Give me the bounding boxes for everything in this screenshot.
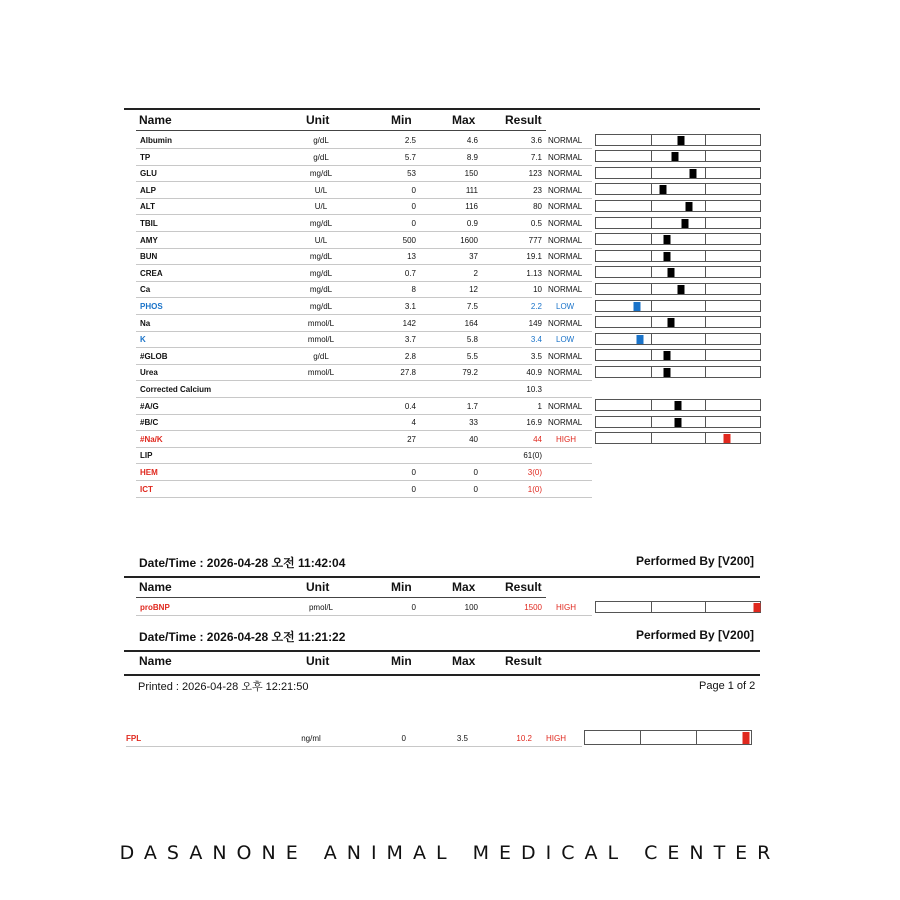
row-max: 37 bbox=[469, 252, 478, 262]
gauge-marker bbox=[668, 268, 675, 277]
header-name: Name bbox=[139, 113, 172, 127]
table-row bbox=[136, 365, 592, 381]
range-gauge bbox=[595, 349, 761, 361]
row-name: AMY bbox=[140, 235, 158, 245]
row-result: 44 bbox=[533, 434, 542, 444]
row-result: 3.6 bbox=[530, 136, 542, 145]
gauge-marker bbox=[678, 285, 685, 294]
row-name: #B/C bbox=[140, 418, 159, 428]
row-result: 19.1 bbox=[526, 252, 542, 262]
row-max: 4.6 bbox=[466, 136, 478, 145]
row-min: 2.5 bbox=[404, 136, 416, 145]
row-result: 1500 bbox=[524, 603, 542, 612]
range-gauge bbox=[595, 150, 761, 162]
gauge-marker bbox=[675, 418, 682, 427]
row-status: NORMAL bbox=[548, 152, 583, 162]
row-min: 53 bbox=[407, 169, 416, 179]
row-name: K bbox=[140, 335, 146, 345]
row-max: 0 bbox=[473, 484, 478, 494]
fpl-unit: ng/ml bbox=[301, 734, 321, 743]
range-gauge bbox=[595, 416, 761, 428]
fpl-max: 3.5 bbox=[456, 734, 468, 743]
row-max: 5.5 bbox=[466, 351, 478, 361]
row-status: NORMAL bbox=[548, 318, 583, 328]
row-min: 0 bbox=[411, 202, 416, 212]
probnp-row bbox=[136, 600, 592, 616]
row-name: ALP bbox=[140, 185, 156, 195]
row-status: LOW bbox=[556, 335, 575, 345]
row-result: 777 bbox=[528, 235, 542, 245]
row-status: NORMAL bbox=[548, 368, 583, 378]
table-row bbox=[136, 465, 592, 481]
table-row bbox=[136, 482, 592, 498]
row-min: 3.7 bbox=[404, 335, 416, 345]
table-row bbox=[136, 432, 592, 448]
row-max: 40 bbox=[469, 434, 478, 444]
row-result: 3.4 bbox=[530, 335, 542, 345]
row-status: NORMAL bbox=[548, 401, 583, 411]
s1-header-min: Min bbox=[391, 580, 412, 594]
row-unit: mg/dL bbox=[309, 169, 333, 179]
fpl-row bbox=[126, 731, 582, 747]
row-max: 150 bbox=[464, 169, 478, 179]
row-min: 3.1 bbox=[404, 302, 416, 311]
s2-header-name: Name bbox=[139, 654, 172, 668]
row-status: NORMAL bbox=[548, 235, 583, 245]
row-unit: g/dL bbox=[313, 351, 329, 361]
row-min: 0 bbox=[411, 185, 416, 195]
row-result: 7.1 bbox=[530, 152, 542, 162]
row-status: NORMAL bbox=[548, 219, 583, 228]
table-row bbox=[136, 216, 592, 232]
table-row bbox=[136, 382, 592, 398]
table-row bbox=[136, 349, 592, 365]
row-name: proBNP bbox=[140, 603, 170, 612]
row-status: NORMAL bbox=[548, 418, 583, 428]
gauge-marker bbox=[681, 219, 688, 228]
table-row bbox=[136, 166, 592, 182]
s1-header-unit: Unit bbox=[306, 580, 330, 594]
range-gauge bbox=[595, 316, 761, 328]
row-result: 149 bbox=[528, 318, 542, 328]
range-gauge bbox=[595, 167, 761, 179]
gauge-marker bbox=[660, 185, 667, 194]
row-max: 2 bbox=[473, 268, 478, 278]
row-result: 0.5 bbox=[530, 219, 542, 228]
row-name: ALT bbox=[140, 202, 155, 212]
table-row bbox=[136, 266, 592, 282]
row-name: Na bbox=[140, 318, 151, 328]
row-name: BUN bbox=[140, 252, 158, 262]
row-unit: mmol/L bbox=[307, 318, 335, 328]
gauge-marker bbox=[637, 335, 644, 344]
section2-bottom-rule bbox=[124, 674, 760, 676]
gauge-marker bbox=[753, 603, 760, 612]
row-unit: mg/dL bbox=[309, 285, 333, 295]
row-result: 3(0) bbox=[527, 468, 542, 477]
row-max: 12 bbox=[469, 285, 478, 295]
row-unit: pmol/L bbox=[308, 603, 333, 612]
row-name: LIP bbox=[140, 451, 153, 461]
printed-timestamp: Printed : 2026-04-28 오후 12:21:50 bbox=[138, 681, 309, 693]
table-row bbox=[136, 199, 592, 215]
s1-header-underline bbox=[136, 597, 546, 598]
section1-rule bbox=[124, 576, 760, 578]
row-min: 0 bbox=[411, 468, 416, 477]
row-max: 0 bbox=[473, 468, 478, 477]
row-unit: U/L bbox=[314, 202, 328, 212]
gauge-marker bbox=[724, 434, 731, 443]
row-result: 10 bbox=[533, 285, 542, 295]
row-min: 0 bbox=[411, 219, 416, 228]
row-unit: mmol/L bbox=[307, 368, 335, 378]
row-max: 5.8 bbox=[466, 335, 478, 345]
table-top-rule bbox=[124, 108, 760, 110]
s2-header-max: Max bbox=[452, 654, 476, 668]
header-underline bbox=[136, 130, 546, 131]
gauge-marker bbox=[663, 235, 670, 244]
row-name: Urea bbox=[140, 368, 158, 378]
table-row bbox=[136, 415, 592, 431]
row-result: 123 bbox=[528, 169, 542, 179]
range-gauge bbox=[595, 200, 761, 212]
row-min: 0 bbox=[411, 484, 416, 494]
gauge-marker bbox=[668, 318, 675, 327]
table-row bbox=[136, 332, 592, 348]
row-max: 79.2 bbox=[462, 368, 478, 378]
row-result: 80 bbox=[533, 202, 542, 212]
row-max: 7.5 bbox=[466, 302, 478, 311]
row-status: NORMAL bbox=[548, 136, 583, 145]
row-result: 2.2 bbox=[530, 302, 542, 311]
row-result: 16.9 bbox=[526, 418, 542, 428]
s2-header-min: Min bbox=[391, 654, 412, 668]
row-result: 1 bbox=[537, 401, 542, 411]
range-gauge bbox=[595, 399, 761, 411]
row-min: 2.8 bbox=[404, 351, 416, 361]
row-max: 8.9 bbox=[466, 152, 478, 162]
header-result: Result bbox=[505, 113, 542, 127]
row-max: 1600 bbox=[460, 235, 478, 245]
s2-header-unit: Unit bbox=[306, 654, 330, 668]
row-name: Corrected Calcium bbox=[140, 385, 212, 394]
row-unit: g/dL bbox=[313, 136, 329, 145]
row-status: NORMAL bbox=[548, 351, 583, 361]
row-result: 10.3 bbox=[526, 385, 542, 394]
header-unit: Unit bbox=[306, 113, 330, 127]
row-status: LOW bbox=[556, 302, 575, 311]
range-gauge bbox=[595, 217, 761, 229]
row-status: HIGH bbox=[556, 434, 576, 444]
fpl-status: HIGH bbox=[546, 734, 566, 743]
section1-datetime: Date/Time : 2026-04-28 오전 11:42:04 bbox=[139, 556, 346, 570]
table-row bbox=[136, 249, 592, 265]
s2-header-result: Result bbox=[505, 654, 542, 668]
row-unit: mg/dL bbox=[309, 219, 333, 228]
table-row bbox=[136, 282, 592, 298]
row-name: #GLOB bbox=[140, 351, 168, 361]
row-max: 0.9 bbox=[466, 219, 478, 228]
fpl-range-gauge bbox=[584, 730, 752, 745]
range-gauge bbox=[595, 183, 761, 195]
row-min: 4 bbox=[411, 418, 416, 428]
section2-datetime: Date/Time : 2026-04-28 오전 11:21:22 bbox=[139, 630, 346, 644]
table-row bbox=[136, 316, 592, 332]
gauge-marker bbox=[671, 152, 678, 161]
clinic-name-footer: DASANONE ANIMAL MEDICAL CENTER bbox=[119, 842, 781, 864]
row-unit: mg/dL bbox=[309, 252, 333, 262]
row-min: 27.8 bbox=[400, 368, 416, 378]
row-max: 116 bbox=[465, 202, 478, 212]
row-name: PHOS bbox=[140, 302, 163, 311]
row-max: 111 bbox=[465, 185, 478, 195]
row-name: HEM bbox=[140, 468, 158, 477]
row-min: 0.4 bbox=[404, 401, 416, 411]
table-row bbox=[136, 183, 592, 199]
row-max: 33 bbox=[469, 418, 478, 428]
row-unit: U/L bbox=[314, 235, 328, 245]
range-gauge bbox=[595, 250, 761, 262]
table-row bbox=[136, 133, 592, 149]
range-gauge bbox=[595, 233, 761, 245]
fpl-name: FPL bbox=[126, 734, 142, 743]
gauge-marker bbox=[663, 368, 670, 377]
range-gauge bbox=[595, 266, 761, 278]
row-status: NORMAL bbox=[548, 268, 583, 278]
fpl-min: 0 bbox=[401, 734, 406, 743]
range-gauge bbox=[595, 283, 761, 295]
row-status: NORMAL bbox=[548, 202, 583, 212]
gauge-marker bbox=[663, 351, 670, 360]
row-min: 27 bbox=[407, 434, 416, 444]
range-gauge bbox=[595, 333, 761, 345]
row-max: 100 bbox=[464, 603, 478, 612]
row-min: 0 bbox=[411, 603, 416, 612]
row-name: TBIL bbox=[140, 219, 158, 228]
row-min: 500 bbox=[402, 235, 416, 245]
table-row bbox=[136, 299, 592, 315]
row-result: 1(0) bbox=[527, 484, 542, 494]
row-unit: U/L bbox=[314, 185, 328, 195]
row-status: HIGH bbox=[556, 603, 576, 612]
row-max: 1.7 bbox=[466, 401, 478, 411]
s1-header-max: Max bbox=[452, 580, 476, 594]
range-gauge bbox=[595, 300, 761, 312]
fpl-result: 10.2 bbox=[516, 734, 532, 743]
table-row bbox=[136, 448, 592, 464]
row-result: 3.5 bbox=[530, 351, 542, 361]
row-name: Ca bbox=[140, 285, 151, 295]
gauge-marker bbox=[634, 302, 641, 311]
range-gauge bbox=[595, 134, 761, 146]
header-min: Min bbox=[391, 113, 412, 127]
page-number: Page 1 of 2 bbox=[699, 680, 756, 692]
row-name: Albumin bbox=[140, 136, 172, 145]
row-name: #A/G bbox=[140, 401, 159, 411]
row-result: 23 bbox=[533, 185, 542, 195]
table-row bbox=[136, 399, 592, 415]
header-max: Max bbox=[452, 113, 476, 127]
row-min: 8 bbox=[411, 285, 416, 295]
row-min: 5.7 bbox=[404, 152, 416, 162]
row-name: ICT bbox=[140, 484, 153, 494]
probnp-range-gauge bbox=[595, 601, 761, 613]
row-name: CREA bbox=[140, 268, 163, 278]
table-row bbox=[136, 150, 592, 166]
row-name: TP bbox=[140, 152, 151, 162]
row-min: 0.7 bbox=[404, 268, 416, 278]
section1-performed-by: Performed By [V200] bbox=[636, 554, 755, 568]
s1-header-result: Result bbox=[505, 580, 542, 594]
row-result: 1.13 bbox=[526, 268, 542, 278]
section2-rule bbox=[124, 650, 760, 652]
row-result: 61(0) bbox=[523, 451, 542, 461]
gauge-marker bbox=[689, 169, 696, 178]
range-gauge bbox=[595, 366, 761, 378]
row-max: 164 bbox=[464, 318, 478, 328]
gauge-marker bbox=[678, 136, 685, 145]
row-result: 40.9 bbox=[526, 368, 542, 378]
section2-performed-by: Performed By [V200] bbox=[636, 628, 755, 642]
row-status: NORMAL bbox=[548, 285, 583, 295]
row-name: #Na/K bbox=[140, 434, 163, 444]
row-unit: mg/dL bbox=[309, 302, 333, 311]
row-status: NORMAL bbox=[548, 185, 583, 195]
s1-header-name: Name bbox=[139, 580, 172, 594]
row-unit: g/dL bbox=[313, 152, 329, 162]
gauge-marker bbox=[686, 202, 693, 211]
gauge-marker bbox=[675, 401, 682, 410]
row-unit: mg/dL bbox=[309, 268, 333, 278]
gauge-marker bbox=[743, 732, 750, 744]
row-name: GLU bbox=[140, 169, 157, 179]
row-unit: mmol/L bbox=[307, 335, 335, 345]
table-row bbox=[136, 233, 592, 249]
row-status: NORMAL bbox=[548, 169, 583, 179]
row-status: NORMAL bbox=[548, 252, 583, 262]
gauge-marker bbox=[663, 252, 670, 261]
row-min: 13 bbox=[407, 252, 416, 262]
row-min: 142 bbox=[402, 318, 416, 328]
range-gauge bbox=[595, 432, 761, 444]
